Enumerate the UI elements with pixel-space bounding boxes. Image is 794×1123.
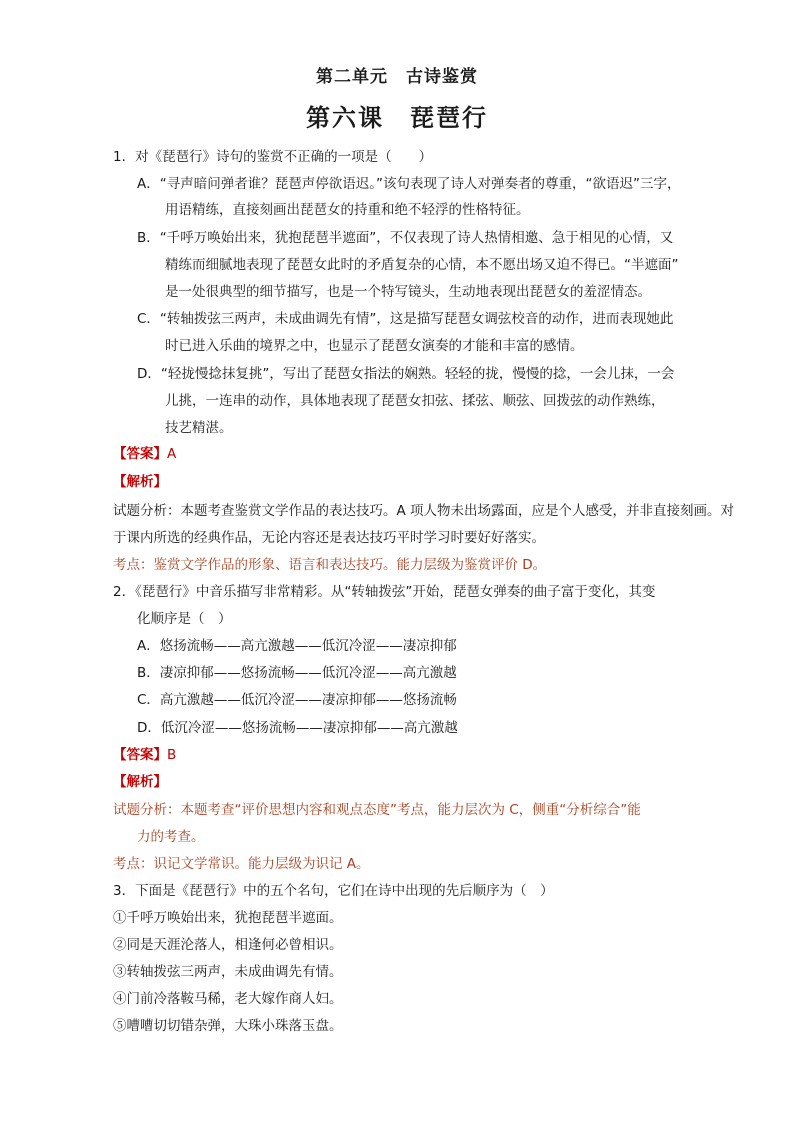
kaodian-label: 考点：: [113, 557, 154, 573]
q3-item-5: ⑤嘈嘈切切错杂弹，大珠小珠落玉盘。: [113, 1018, 343, 1034]
q2-stem-line1: 2．《琵琶行》中音乐描写非常精彩。从“转轴拨弦”开始，琵琶女弹奏的曲子富于变化，其变: [113, 584, 656, 600]
q3-item-1: ①千呼万唤始出来，犹抱琵琶半遮面。: [113, 910, 343, 926]
kaodian-label: 考点：: [113, 856, 154, 872]
q2-option-b: B．凄凉抑郁——悠扬流畅——低沉冷涩——高亢激越: [137, 665, 457, 681]
q2-option-d: D．低沉冷涩——悠扬流畅——凄凉抑郁——高亢激越: [137, 720, 458, 736]
q1-analysis-line2: 于课内所选的经典作品，无论内容还是表达技巧平时学习时要好好落实。: [113, 530, 545, 546]
q1-option-d-line1: D．“轻拢慢捻抹复挑”，写出了琵琶女指法的娴熟。轻轻的拢，慢慢的捻，一会儿抹，一会: [137, 366, 675, 382]
answer-value: B: [167, 747, 177, 763]
answer-label: 【答案】: [113, 747, 167, 763]
q3-item-4: ④门前冷落鞍马稀，老大嫁作商人妇。: [113, 991, 343, 1007]
q2-analysis-line2: 力的考查。: [137, 829, 205, 845]
q1-option-c-line1: C．“转轴拨弦三两声，未成曲调先有情”，这是描写琵琶女调弦校音的动作，进而表现她此: [137, 311, 674, 327]
q1-option-b-line2: 精练而细腻地表现了琵琶女此时的矛盾复杂的心情，本不愿出场又迫不得已。“半遮面”: [165, 257, 679, 273]
q1-option-c-line2: 时已进入乐曲的境界之中，也显示了琵琶女演奏的才能和丰富的感情。: [165, 338, 584, 354]
q1-option-b-line1: B．“千呼万唤始出来，犹抱琵琶半遮面”，不仅表现了诗人热情相邀、急于相见的心情，又: [137, 230, 674, 246]
q3-item-2: ②同是天涯沦落人，相逢何必曾相识。: [113, 937, 343, 953]
q1-option-d-line2: 儿挑，一连串的动作，具体地表现了琵琶女扣弦、揉弦、顺弦、回拨弦的动作熟练，: [165, 393, 665, 409]
q3-stem: 3．下面是《琵琶行》中的五个名句，它们在诗中出现的先后顺序为（ ）: [113, 883, 554, 899]
q1-option-d-line3: 技艺精湛。: [165, 420, 233, 436]
q2-stem-line2: 化顺序是（ ）: [137, 611, 232, 627]
q1-option-a-line2: 用语精练，直接刻画出琵琶女的持重和绝不轻浮的性格特征。: [165, 202, 530, 218]
q2-analysis-line1: 试题分析：本题考查“评价思想内容和观点态度”考点，能力层次为 C，侧重“分析综合”能: [113, 802, 641, 818]
q1-analysis-line1: 试题分析：本题考查鉴赏文学作品的表达技巧。A 项人物未出场露面，应是个人感受，并非直接刻画。对: [113, 503, 735, 519]
answer-label: 【答案】: [113, 446, 167, 462]
q1-kaodian-row: [113, 555, 546, 575]
q2-answer-row: [113, 745, 176, 765]
q2-option-c: C．高亢激越——低沉冷涩——凄凉抑郁——悠扬流畅: [137, 692, 457, 708]
q3-item-3: ③转轴拨弦三两声，未成曲调先有情。: [113, 964, 343, 980]
q1-option-b-line3: 是一处很典型的细节描写，也是一个特写镜头，生动地表现出琵琶女的羞涩情态。: [165, 284, 651, 300]
q1-stem: 1．对《琵琶行》诗句的鉴赏不正确的一项是（ ）: [113, 149, 433, 165]
lesson-title: 第六课 琵琶行: [306, 104, 488, 132]
answer-value: A: [167, 446, 177, 462]
q1-option-a-line1: A．“寻声暗问弹者谁？琵琶声停欲语迟。”该句表现了诗人对弹奏者的尊重，“欲语迟”三字，: [137, 176, 681, 192]
kaodian-text: 识记文学常识。能力层级为识记 A。: [153, 856, 370, 872]
q1-answer-row: [113, 444, 176, 464]
q2-option-a: A．悠扬流畅——高亢激越——低沉冷涩——凄凉抑郁: [137, 638, 457, 654]
q2-kaodian-row: [113, 854, 370, 874]
unit-title: 第二单元 古诗鉴赏: [316, 67, 478, 87]
analysis-label: 【解析】: [113, 774, 167, 790]
kaodian-text: 鉴赏文学作品的形象、语言和表达技巧。能力层级为鉴赏评价 D。: [153, 557, 547, 573]
analysis-label: 【解析】: [113, 474, 167, 490]
